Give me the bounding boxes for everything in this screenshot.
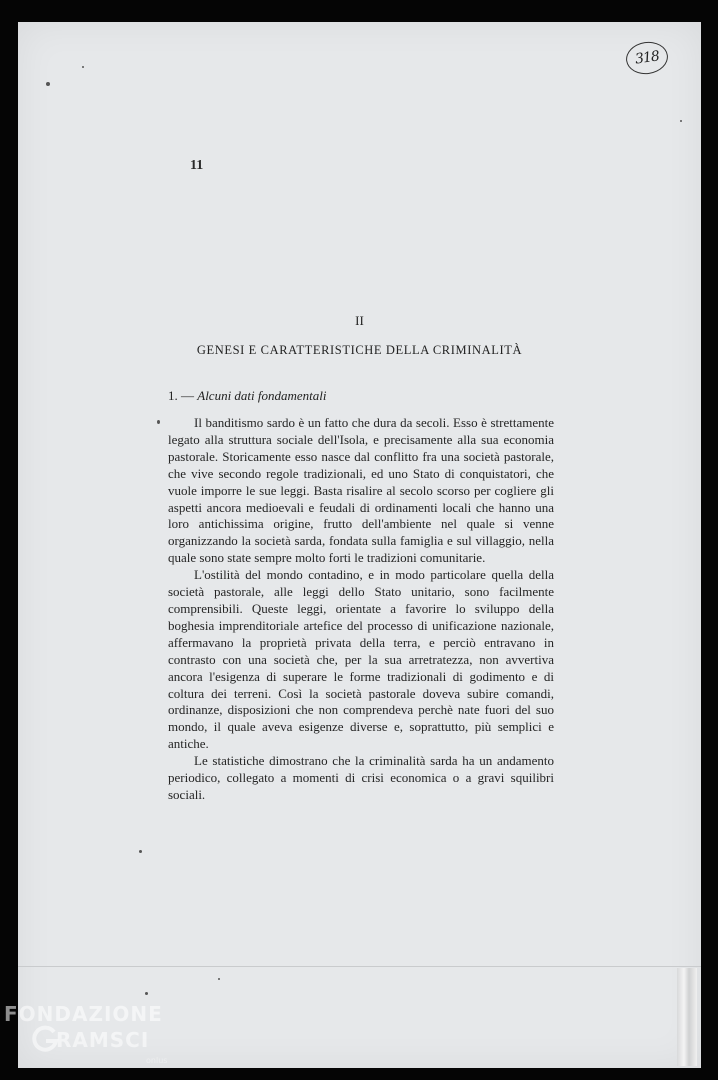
archive-stamp: 318 bbox=[624, 39, 670, 77]
page-fold-line bbox=[18, 966, 701, 967]
watermark-logo bbox=[4, 1000, 204, 1080]
watermark-line1: FONDAZIONE bbox=[4, 1002, 163, 1026]
paragraph: Le statistiche dimostrano che la criminalità sarda ha un andamento periodico, collegato a momenti di crisi economica o a gravi squilibri sociali. bbox=[168, 753, 554, 802]
scan-speck bbox=[218, 978, 220, 980]
scan-speck bbox=[157, 420, 160, 424]
document-page bbox=[18, 22, 701, 1068]
paragraph: Il banditismo sardo è un fatto che dura da secoli. Esso è strettamente legato alla struttura sociale dell'Isola, e precisamente alla sua economia pastorale. Storicamente esso nasce dal conflitto fra una società pastorale, che vive secondo regole tradizionali, ed uno Stato di conquistatori, che vuole imporre le sue leggi. Basta risalire al secolo scorso per cogliere gli aspetti ancora medioevali e feudali di ordinamenti locali che hanno una loro antichissima origine, frutto dell'ambiente nel quale si venne organizzando la società sarda, fondata sulla famiglia e sul villaggio, nella quale sono state sempre molto forti le tradizioni comunitarie. bbox=[168, 415, 554, 566]
scan-speck bbox=[82, 66, 84, 68]
page-number: 11 bbox=[190, 158, 204, 173]
paragraph: L'ostilità del mondo contadino, e in modo particolare quella della società pastorale, alle leggi dello Stato unitario, sono facilmente comprensibili. Queste leggi, orientate a favorire lo sviluppo della boghesia imprenditoriale artefice del processo di unificazione nazionale, affermavano la proprietà privata della terra, e perciò entravano in contrasto con una società che, per la sua arretratezza, non avvertiva ancora l'esigenza di superare le forme tradizionali di godimento e di coltura dei terreni. Così la società pastorale doveva subire comandi, ordinanze, disposizioni che non comprendeva perchè nate fuori del suo mondo, il quale aveva esigenze diverse e, soprattutto, più semplici e antiche. bbox=[168, 567, 554, 752]
section-heading bbox=[168, 388, 327, 404]
body-text bbox=[168, 415, 554, 804]
scan-speck bbox=[145, 992, 148, 995]
scan-speck bbox=[46, 82, 50, 86]
scan-speck bbox=[139, 850, 142, 853]
scan-speck bbox=[680, 120, 682, 122]
watermark-line2: RAMSCI bbox=[56, 1028, 150, 1052]
chapter-number: II bbox=[355, 313, 364, 328]
chapter-title: GENESI E CARATTERISTICHE DELLA CRIMINALITÀ bbox=[196, 343, 523, 357]
section-title: Alcuni dati fondamentali bbox=[197, 388, 327, 403]
page-edge bbox=[677, 968, 697, 1066]
watermark-suffix: onlus bbox=[146, 1056, 168, 1065]
section-number: 1. — bbox=[168, 388, 194, 403]
